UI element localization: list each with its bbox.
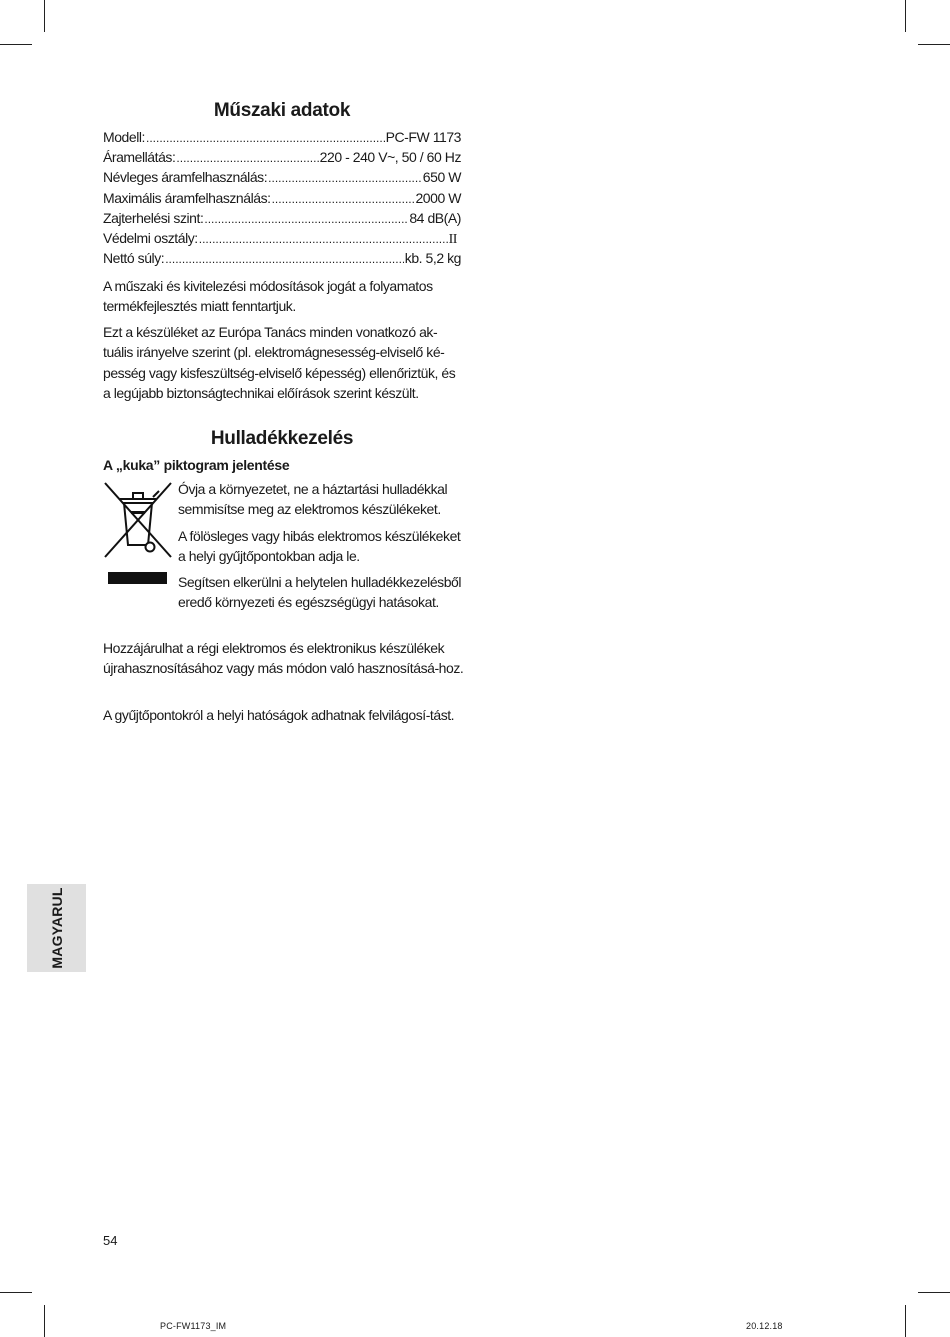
language-tab (27, 884, 86, 972)
crossed-out-wheelie-bin-icon (103, 481, 173, 561)
spec-label: Nettó súly: (103, 250, 165, 267)
spec-row-max-consumption (103, 190, 461, 210)
crop-mark (44, 0, 45, 32)
spec-label: Maximális áramfelhasználás: (103, 189, 271, 206)
spec-value: 650 W (422, 169, 461, 186)
recycling-note: Hozzájárulhat a régi elektromos és elektronikus készülékek újrahasznosításához vagy más módon való hasznosításá-hoz. (103, 640, 464, 677)
crop-mark (0, 1292, 32, 1293)
dot-leader (176, 151, 318, 165)
footer-document-code: PC-FW1173_IM (160, 1321, 227, 1331)
language-tab-label: MAGYARUL (48, 887, 65, 969)
spec-row-protection-class (103, 230, 461, 250)
spec-value: II (448, 231, 457, 247)
spec-label: Zajterhelési szint: (103, 209, 204, 226)
bin-text-collection-points: A fölösleges vagy hibás elektromos készülékeket a helyi gyűjtőpontokban adja le. (178, 528, 461, 565)
spec-label: Névleges áramfelhasználás: (103, 169, 268, 186)
dot-leader (204, 212, 408, 226)
bin-symbol-subheading: A „kuka” piktogram jelentése (103, 457, 290, 473)
spec-row-model (103, 129, 461, 149)
spec-value: PC-FW 1173 (385, 129, 461, 145)
spec-row-power-supply (103, 149, 461, 169)
crop-mark (905, 1305, 906, 1337)
specs-heading: Műszaki adatok (213, 100, 351, 121)
dot-leader (199, 232, 448, 246)
crop-mark (918, 44, 950, 45)
spec-list (103, 129, 461, 270)
dot-leader (146, 131, 385, 145)
spec-label: Modell: (103, 129, 145, 145)
spec-row-rated-consumption (103, 169, 461, 189)
spec-row-net-weight (103, 250, 461, 270)
spec-row-noise-level (103, 210, 461, 230)
crop-mark (905, 0, 906, 32)
dot-leader (268, 171, 422, 185)
bin-text-avoid-impacts: Segítsen elkerülni a helytelen hulladékkezelésből eredő környezeti és egészségügyi hatásokat. (178, 574, 462, 611)
information-note: A gyűjtőpontokról a helyi hatóságok adhatnak felvilágosí-tást. (103, 707, 455, 723)
footer-date: 20.12.18 (746, 1321, 783, 1331)
spec-label: Áramellátás: (103, 149, 176, 166)
spec-value: 84 dB(A) (409, 209, 461, 226)
spec-label: Védelmi osztály: (103, 229, 198, 246)
modification-note: A műszaki és kivitelezési módosítások jogát a folyamatos termékfejlesztés miatt fenntartjuk. (103, 278, 433, 315)
disposal-heading: Hulladékkezelés (210, 428, 354, 449)
crop-mark (918, 1292, 950, 1293)
bin-text-protect-environment: Óvja a környezetet, ne a háztartási hulladékkal semmisítse meg az elektromos készülékeket. (178, 481, 448, 518)
spec-value: 2000 W (415, 189, 461, 206)
spec-value: 220 - 240 V~, 50 / 60 Hz (319, 149, 461, 166)
crop-mark (44, 1305, 45, 1337)
dot-leader (165, 252, 404, 266)
crop-mark (0, 44, 32, 45)
spec-value: kb. 5,2 kg (404, 250, 461, 267)
bin-symbol-bar (108, 572, 167, 584)
page-number: 54 (103, 1233, 118, 1248)
compliance-note: Ezt a készüléket az Európa Tanács minden vonatkozó ak-tuális irányelve szerint (pl. elektromágnesesség-elviselő ké-pesség vagy kisfeszültség-elviselő képesség) ellenőriztük, és a legújabb biztonságtechnikai előírások szerint készült. (103, 324, 456, 402)
dot-leader (272, 192, 415, 206)
